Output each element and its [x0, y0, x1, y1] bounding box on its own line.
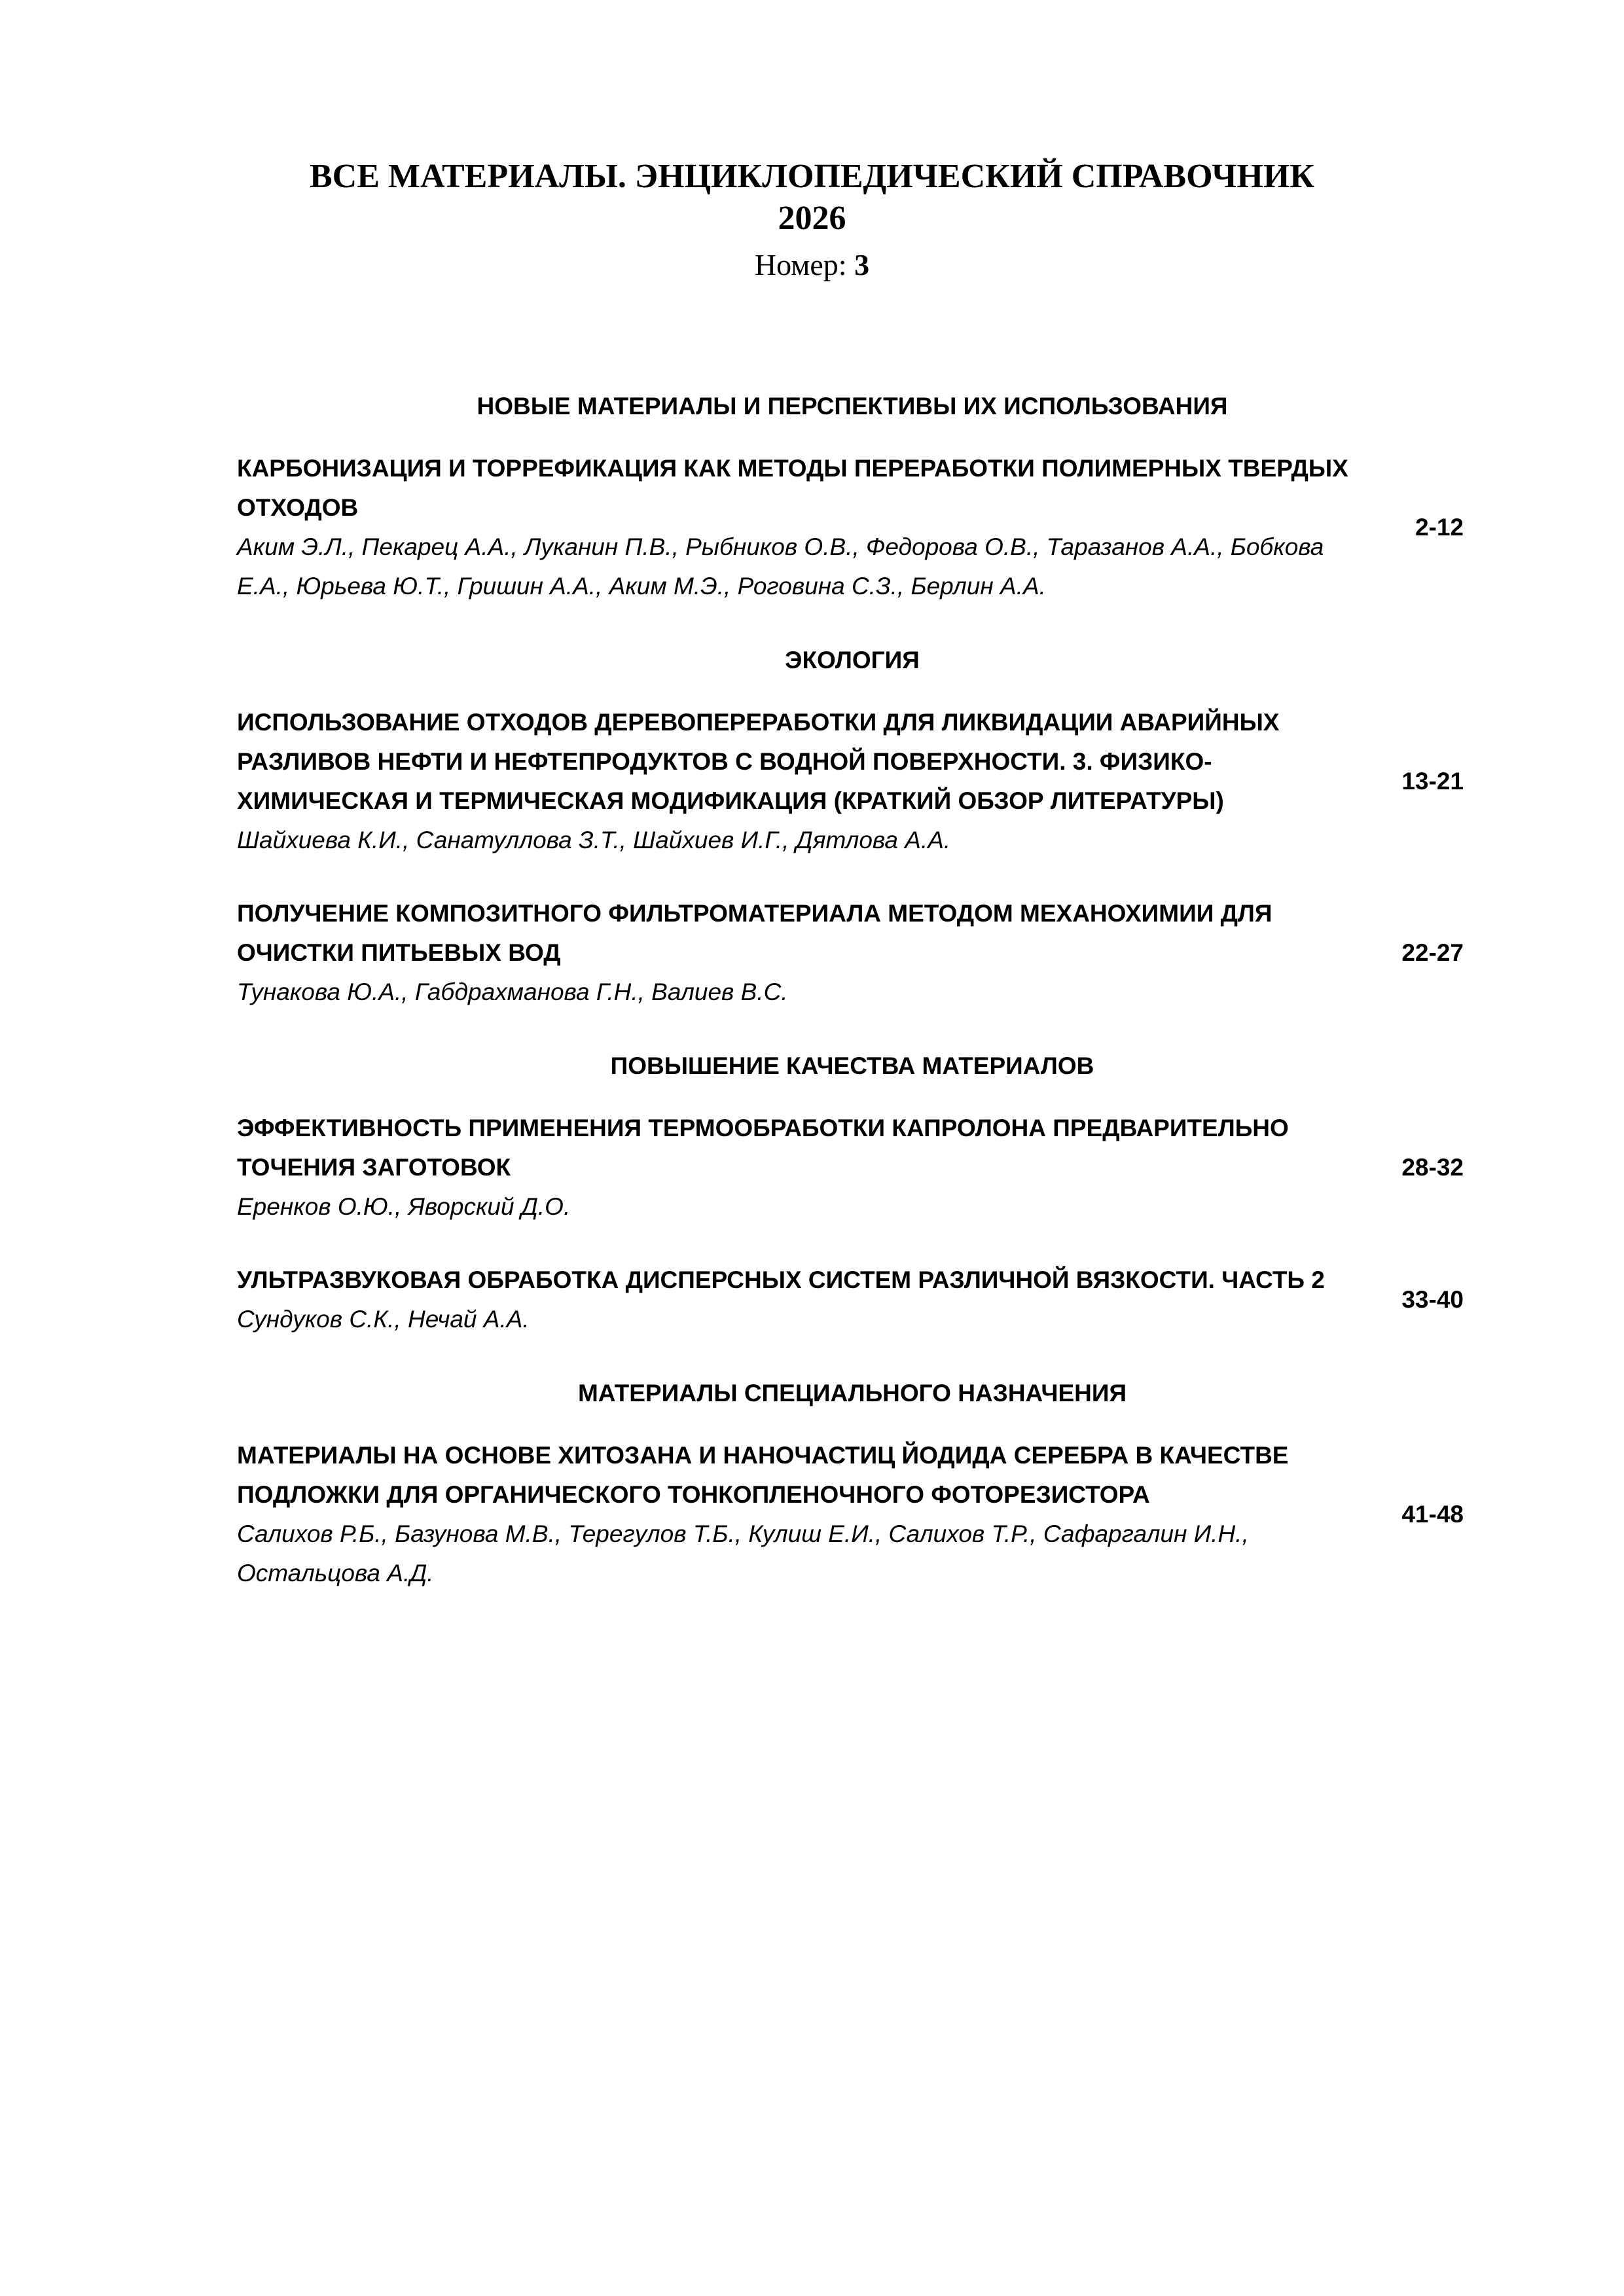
article-title[interactable]: ПОЛУЧЕНИЕ КОМПОЗИТНОГО ФИЛЬТРОМАТЕРИАЛА МЕТОДОМ МЕХАНОХИМИИ ДЛЯ ОЧИСТКИ ПИТЬЕВЫХ ВОД — [237, 900, 1272, 966]
toc-entry[interactable] — [237, 1109, 1468, 1227]
toc-entry[interactable] — [237, 1261, 1468, 1339]
section-title: ЭКОЛОГИЯ — [785, 647, 920, 673]
article-title[interactable]: ИСПОЛЬЗОВАНИЕ ОТХОДОВ ДЕРЕВОПЕРЕРАБОТКИ ДЛЯ ЛИКВИДАЦИИ АВАРИЙНЫХ РАЗЛИВОВ НЕФТИ И НЕФТЕПРОДУКТОВ С ВОДНОЙ ПОВЕРХНОСТИ. 3. ФИЗИКО-ХИМИЧЕСКАЯ И ТЕРМИЧЕСКАЯ МОДИФИКАЦИЯ (КРАТКИЙ ОБЗОР ЛИТЕРАТУРЫ) — [237, 709, 1280, 814]
toc-entry[interactable] — [237, 1436, 1468, 1593]
section-title: МАТЕРИАЛЫ СПЕЦИАЛЬНОГО НАЗНАЧЕНИЯ — [577, 1380, 1127, 1407]
toc-section — [237, 640, 1468, 1012]
toc-section — [237, 1046, 1468, 1339]
toc-section — [237, 1373, 1468, 1593]
journal-title: ВСЕ МАТЕРИАЛЫ. ЭНЦИКЛОПЕДИЧЕСКИЙ СПРАВОЧНИК — [309, 158, 1315, 195]
table-of-contents — [237, 386, 1468, 1627]
section-title: НОВЫЕ МАТЕРИАЛЫ И ПЕРСПЕКТИВЫ ИХ ИСПОЛЬЗОВАНИЯ — [477, 393, 1228, 420]
page-range: 41-48 — [1401, 1501, 1464, 1528]
article-authors: Аким Э.Л., Пекарец А.А., Луканин П.В., Рыбников О.В., Федорова О.В., Таразанов А.А., Бобкова Е.А., Юрьева Ю.Т., Гришин А.А., Аким М.Э., Роговина С.З., Берлин А.А. — [237, 533, 1324, 600]
toc-entry[interactable] — [237, 894, 1468, 1012]
page-range: 2-12 — [1415, 514, 1464, 541]
page-header — [0, 156, 1624, 288]
toc-section — [237, 386, 1468, 606]
entry-body — [237, 894, 1350, 1012]
issue-number: 3 — [854, 248, 870, 281]
article-authors: Шайхиева К.И., Санатуллова З.Т., Шайхиев И.Г., Дятлова А.А. — [237, 827, 951, 853]
toc-entry[interactable] — [237, 449, 1468, 606]
entry-body — [237, 1261, 1350, 1339]
article-authors: Тунакова Ю.А., Габдрахманова Г.Н., Валиев В.С. — [237, 978, 788, 1005]
entry-body — [237, 1436, 1350, 1593]
entry-body — [237, 703, 1350, 860]
article-title[interactable]: ЭФФЕКТИВНОСТЬ ПРИМЕНЕНИЯ ТЕРМООБРАБОТКИ КАПРОЛОНА ПРЕДВАРИТЕЛЬНО ТОЧЕНИЯ ЗАГОТОВОК — [237, 1115, 1289, 1181]
article-title[interactable]: УЛЬТРАЗВУКОВАЯ ОБРАБОТКА ДИСПЕРСНЫХ СИСТЕМ РАЗЛИЧНОЙ ВЯЗКОСТИ. ЧАСТЬ 2 — [237, 1266, 1325, 1293]
entry-body — [237, 1109, 1350, 1227]
page-range: 22-27 — [1401, 939, 1464, 966]
entry-body — [237, 449, 1350, 606]
page-range: 33-40 — [1401, 1286, 1464, 1313]
article-authors: Еренков О.Ю., Яворский Д.О. — [237, 1193, 571, 1220]
article-title[interactable]: МАТЕРИАЛЫ НА ОСНОВЕ ХИТОЗАНА И НАНОЧАСТИЦ ЙОДИДА СЕРЕБРА В КАЧЕСТВЕ ПОДЛОЖКИ ДЛЯ ОРГАНИЧЕСКОГО ТОНКОПЛЕНОЧНОГО ФОТОРЕЗИСТОРА — [237, 1442, 1289, 1508]
page-range: 28-32 — [1401, 1154, 1464, 1181]
toc-entry[interactable] — [237, 703, 1468, 860]
article-title[interactable]: КАРБОНИЗАЦИЯ И ТОРРЕФИКАЦИЯ КАК МЕТОДЫ ПЕРЕРАБОТКИ ПОЛИМЕРНЫХ ТВЕРДЫХ ОТХОДОВ — [237, 455, 1348, 521]
article-authors: Салихов Р.Б., Базунова М.В., Терегулов Т.Б., Кулиш Е.И., Салихов Т.Р., Сафаргалин И.Н., Остальцова А.Д. — [237, 1520, 1249, 1587]
issue-label: Номер: — [754, 248, 847, 281]
journal-year: 2026 — [778, 200, 846, 237]
page-range: 13-21 — [1401, 768, 1464, 795]
issue-line — [0, 242, 1624, 288]
section-title: ПОВЫШЕНИЕ КАЧЕСТВА МАТЕРИАЛОВ — [610, 1052, 1094, 1079]
article-authors: Сундуков С.К., Нечай А.А. — [237, 1306, 530, 1333]
